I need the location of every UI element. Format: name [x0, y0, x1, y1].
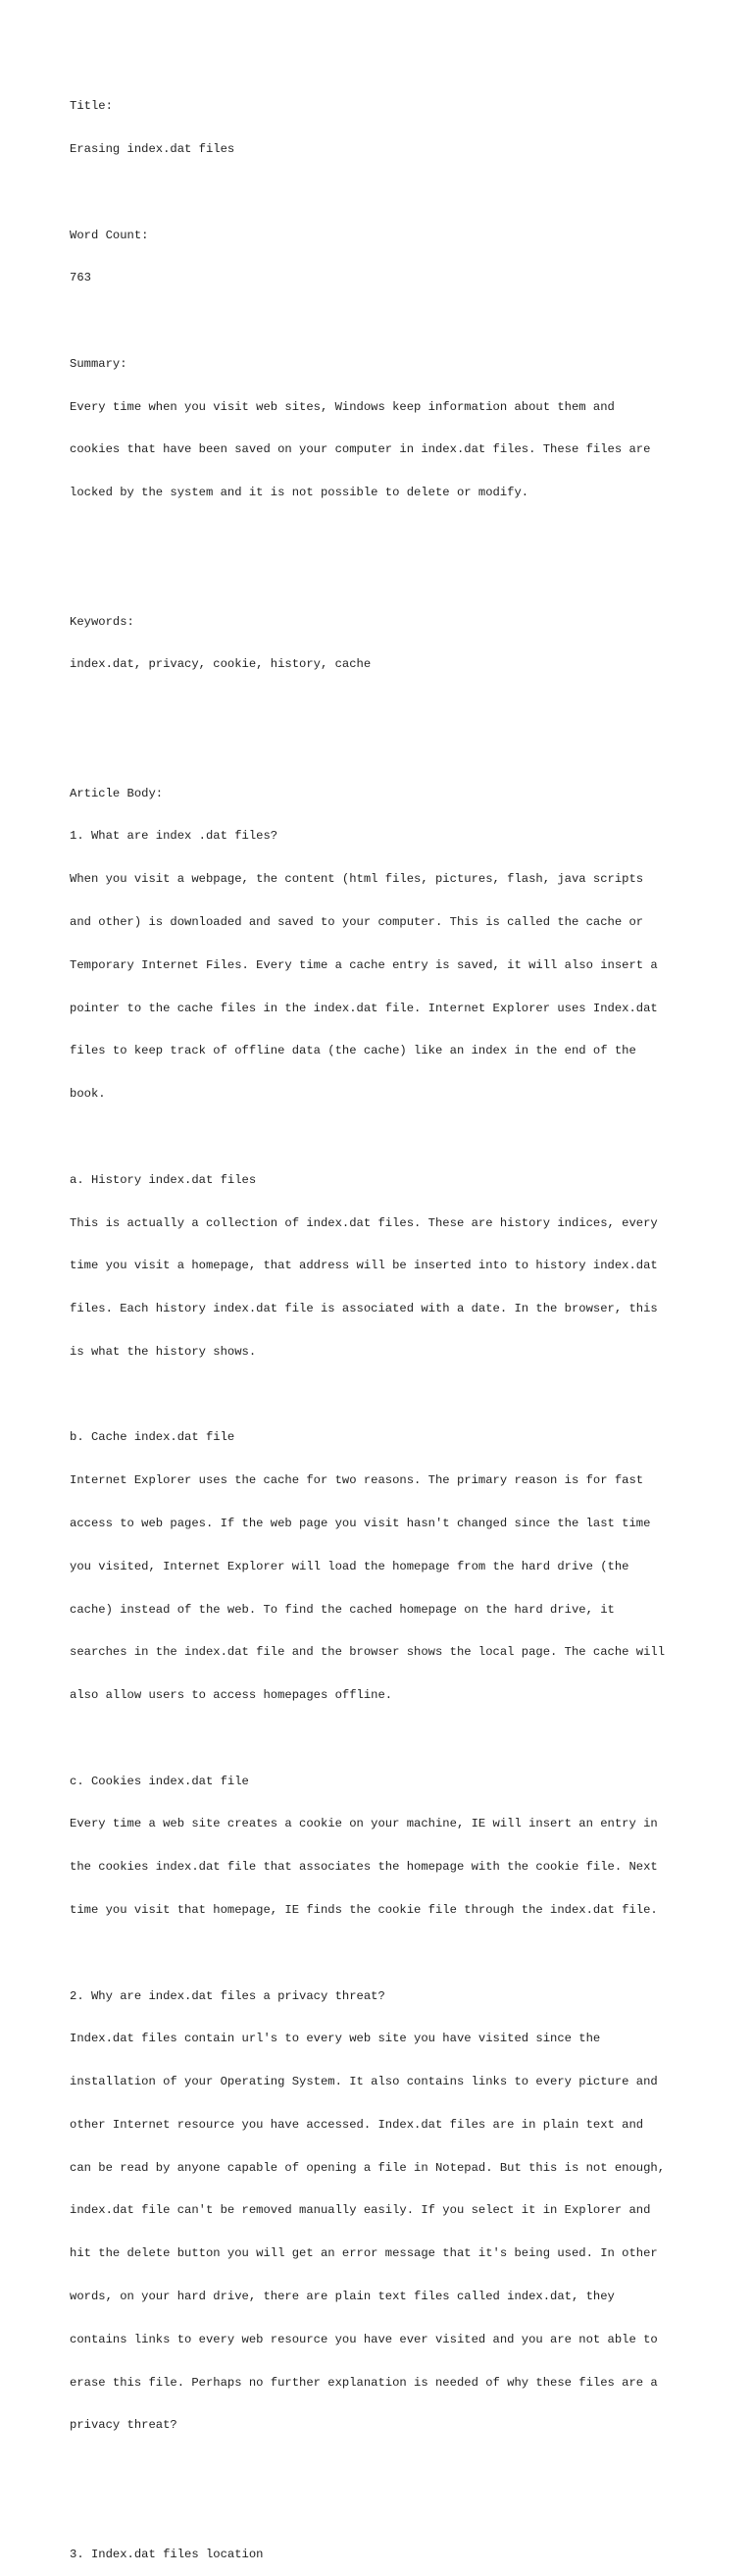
body-line: Temporary Internet Files. Every time a cache entry is saved, it will also insert a — [70, 957, 658, 972]
body-line: installation of your Operating System. It also contains links to every picture and — [70, 2075, 658, 2089]
body-line: index.dat file can't be removed manually easily. If you select it in Explorer and — [70, 2203, 651, 2218]
blank-line — [70, 1946, 736, 1961]
blank-line — [70, 185, 736, 200]
body-line: cache) instead of the web. To find the cached homepage on the hard drive, it — [70, 1602, 615, 1617]
title-value: Erasing index.dat files — [70, 141, 235, 156]
blank-line — [70, 700, 736, 715]
label-title: Title: — [70, 99, 113, 114]
label-keywords: Keywords: — [70, 614, 134, 629]
body-line: you visited, Internet Explorer will load the homepage from the hard drive (the — [70, 1559, 629, 1573]
body-line: time you visit that homepage, IE finds the cookie file through the index.dat file. — [70, 1903, 658, 1917]
body-line: privacy threat? — [70, 2418, 177, 2433]
document-page — [70, 71, 736, 2576]
blank-line — [70, 572, 736, 587]
body-line: This is actually a collection of index.dat files. These are history indices, every — [70, 1215, 658, 1230]
body-line: words, on your hard drive, there are plain text files called index.dat, they — [70, 2290, 615, 2304]
section-heading: 3. Index.dat files location — [70, 2547, 264, 2561]
blank-line — [70, 314, 736, 329]
label-article-body: Article Body: — [70, 786, 164, 800]
body-line: access to web pages. If the web page you visit hasn't changed since the last time — [70, 1516, 651, 1530]
word-count-value: 763 — [70, 271, 91, 285]
body-line: can be read by anyone capable of opening a file in Notepad. But this is not enough, — [70, 2160, 666, 2175]
body-line: files to keep track of offline data (the cache) like an index in the end of the — [70, 1044, 636, 1058]
body-line: files. Each history index.dat file is associated with a date. In the browser, this — [70, 1302, 658, 1316]
keywords-value: index.dat, privacy, cookie, history, cache — [70, 657, 372, 672]
body-line: erase this file. Perhaps no further explanation is needed of why these files are a — [70, 2375, 658, 2390]
section-heading: 2. Why are index.dat files a privacy threat? — [70, 1988, 385, 2003]
body-line: other Internet resource you have accessed. Index.dat files are in plain text and — [70, 2117, 644, 2132]
body-line: time you visit a homepage, that address will be inserted into to history index.dat — [70, 1259, 658, 1273]
body-line: the cookies index.dat file that associates the homepage with the cookie file. Next — [70, 1860, 658, 1875]
blank-line — [70, 744, 736, 758]
blank-line — [70, 1731, 736, 1746]
body-line: pointer to the cache files in the index.dat file. Internet Explorer uses Index.dat — [70, 1001, 658, 1015]
summary-line: Every time when you visit web sites, Windows keep information about them and — [70, 399, 615, 414]
label-summary: Summary: — [70, 356, 127, 371]
body-line: is what the history shows. — [70, 1344, 257, 1359]
blank-line — [70, 1388, 736, 1403]
body-line: and other) is downloaded and saved to your computer. This is called the cache or — [70, 915, 644, 930]
body-line: searches in the index.dat file and the browser shows the local page. The cache will — [70, 1645, 666, 1660]
body-line: contains links to every web resource you have ever visited and you are not able to — [70, 2332, 658, 2346]
body-line: Every time a web site creates a cookie on your machine, IE will insert an entry in — [70, 1817, 658, 1831]
section-heading: a. History index.dat files — [70, 1172, 257, 1187]
blank-line — [70, 1130, 736, 1145]
body-line: Internet Explorer uses the cache for two reasons. The primary reason is for fast — [70, 1473, 644, 1488]
summary-line: cookies that have been saved on your computer in index.dat files. These files are — [70, 442, 651, 457]
blank-line — [70, 2461, 736, 2476]
summary-line: locked by the system and it is not possible to delete or modify. — [70, 486, 529, 500]
body-line: hit the delete button you will get an error message that it's being used. In other — [70, 2246, 658, 2261]
body-line: book. — [70, 1087, 106, 1102]
section-heading: c. Cookies index.dat file — [70, 1774, 249, 1788]
blank-line — [70, 529, 736, 543]
label-word-count: Word Count: — [70, 228, 149, 242]
blank-line — [70, 2504, 736, 2519]
section-heading: 1. What are index .dat files? — [70, 829, 278, 844]
body-line: When you visit a webpage, the content (html files, pictures, flash, java scripts — [70, 872, 644, 887]
body-line: Index.dat files contain url's to every web site you have visited since the — [70, 2032, 601, 2046]
body-line: also allow users to access homepages offline. — [70, 1688, 393, 1703]
section-heading: b. Cache index.dat file — [70, 1430, 235, 1445]
